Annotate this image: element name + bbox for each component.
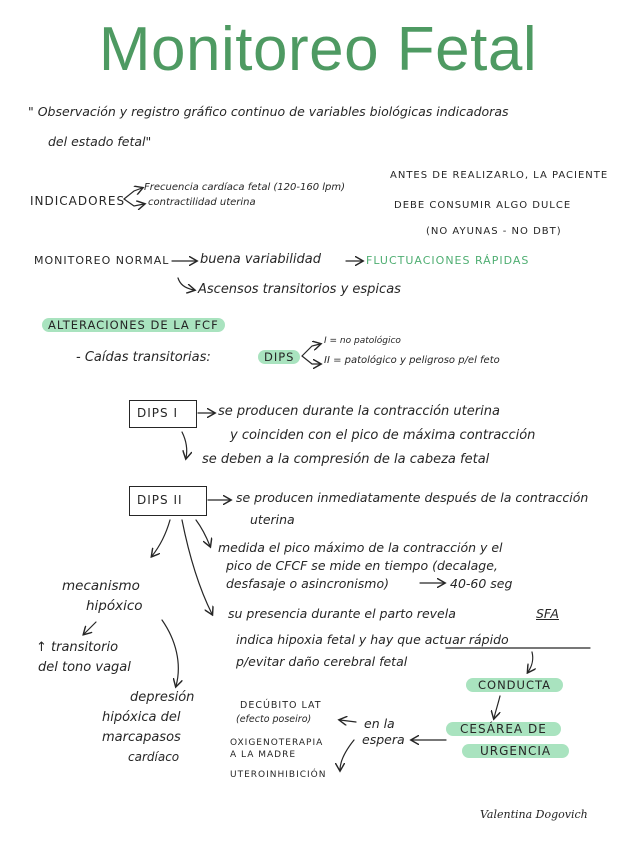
dips-type-1: I = no patológico (324, 336, 401, 346)
dips-1-line-1: se producen durante la contracción uterina (218, 404, 500, 419)
before-line-1: ANTES DE REALIZARLO, LA PACIENTE (390, 170, 609, 181)
before-line-3: (NO AYUNAS - NO DBT) (426, 226, 562, 237)
oxygen-line-2: A LA MADRE (230, 750, 297, 760)
alterations-heading: ALTERACIONES DE LA FCF (42, 318, 225, 332)
waiting-arrow-up (340, 720, 356, 722)
indicator-heart-rate: Frecuencia cardíaca fetal (120-160 lpm) (144, 182, 346, 193)
drops-label: - Caídas transitorias: (76, 350, 211, 365)
indicators-label: INDICADORES (30, 194, 126, 208)
dips-1-label: DIPS I (137, 406, 178, 420)
conduct-label: CONDUCTA (466, 678, 563, 692)
dips-2-right-arrow (196, 520, 210, 546)
sfa-text: SFA (536, 606, 559, 621)
vagal-line-2: del tono vagal (38, 660, 131, 675)
dips-2-line-2: uterina (250, 512, 295, 527)
conduct-down-arrow (494, 696, 500, 718)
definition-line-2: del estado fetal" (48, 134, 152, 149)
presence-line-2: indica hipoxia fetal y hay que actuar rápido (236, 632, 509, 647)
measure-value: 40-60 seg (450, 576, 513, 591)
depression-line-2: hipóxica del (102, 710, 181, 725)
dips-1-line-2: y coinciden con el pico de máxima contracción (230, 428, 536, 443)
cesarean-line-2: URGENCIA (462, 744, 569, 758)
decubito-line-1: DECÚBITO LAT (240, 700, 322, 711)
mechanism-arrow-right (162, 620, 178, 686)
indicator-contractility: contractilidad uterina (148, 197, 256, 208)
before-line-2: DEBE CONSUMIR ALGO DULCE (394, 200, 572, 211)
depression-line-1: depresión (130, 690, 195, 705)
dips-type-2: II = patológico y peligroso p/el feto (324, 355, 500, 366)
uteroinhibition-text: UTEROINHIBICIÓN (230, 770, 327, 780)
measure-line-3: desfasaje o asincronismo) (226, 576, 389, 591)
dips-2-mid-arrow (182, 520, 212, 614)
depression-line-4: cardíaco (128, 750, 180, 764)
mechanism-line-2: hipóxico (86, 598, 143, 614)
to-conduct-arrow (528, 652, 533, 672)
dips-badge: DIPS (258, 350, 300, 364)
fluctuations-text: FLUCTUACIONES RÁPIDAS (366, 254, 530, 267)
dips-1-down-arrow (182, 432, 187, 458)
measure-line-1: medida el pico máximo de la contracción y el (218, 540, 503, 555)
presence-line-1: su presencia durante el parto revela (228, 606, 456, 621)
dips-fork-arrow (302, 344, 320, 356)
measure-line-2: pico de CFCF se mide en tiempo (decalage, (226, 558, 498, 573)
waiting-line-1: en la (364, 716, 395, 731)
dips-2-left-arrow (152, 520, 170, 556)
indicators-fork-arrow (124, 188, 142, 199)
normal-arrow-3 (178, 278, 194, 290)
normal-monitoring-label: MONITOREO NORMAL (34, 254, 170, 267)
waiting-arrow-down (340, 740, 354, 770)
vagal-line-1: ↑ transitorio (36, 640, 119, 655)
dips-2-line-1: se producen inmediatamente después de la contracción (236, 490, 589, 505)
page-title: Monitoreo Fetal (98, 15, 538, 84)
mechanism-line-1: mecanismo (62, 578, 140, 594)
mechanism-arrow-left (84, 622, 96, 634)
dips-2-label: DIPS II (137, 493, 183, 507)
normal-variability: buena variabilidad (200, 252, 321, 267)
waiting-line-2: espera (362, 732, 405, 747)
decubito-line-2: (efecto poseiro) (236, 714, 312, 725)
definition-line-1: " Observación y registro gráfico continuo de variables biológicas indicadoras (28, 104, 509, 119)
depression-line-3: marcapasos (102, 730, 181, 745)
normal-ascents: Ascensos transitorios y espicas (198, 282, 401, 297)
cesarean-line-1: CESÁREA DE (446, 722, 561, 736)
signature: Valentina Dogovich (480, 808, 588, 821)
presence-line-3: p/evitar daño cerebral fetal (236, 654, 408, 669)
oxygen-line-1: OXIGENOTERAPIA (230, 738, 324, 748)
dips-1-line-3: se deben a la compresión de la cabeza fetal (202, 452, 490, 467)
